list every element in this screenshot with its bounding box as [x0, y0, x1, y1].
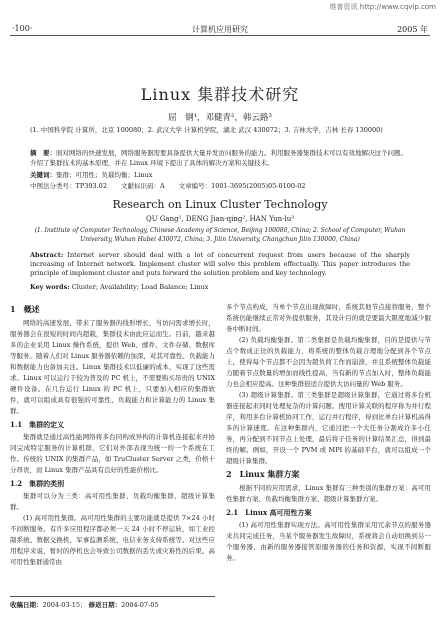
paragraph: 集群可以分为三类：高可用性集群、负载均衡集群、超级计算集群。	[10, 492, 215, 511]
english-keywords-text: Cluster; Availability; Load Balance; Linux	[71, 283, 209, 291]
article-number: 文章编号：1001-3695(2005)05-0100-02	[178, 182, 306, 190]
english-keywords-label: Key words:	[30, 283, 70, 291]
paragraph: 集群就是通过高性能网络将多台同构或异构的计算机连接起来并协同完成特定服务的计算机群，它们对外部表现为统一的一个系统在工作。传统的 UNIX 的集群产品，如 TruCluster Server 之类，价格十分昂贵，而 Linux 集群产品具有良好的性能价格比。	[10, 433, 215, 474]
english-keywords	[30, 283, 410, 291]
paragraph: 根据不同的应用需求，Linux 集群有三种类别的集群方案：高可用性集群方案、负载均衡集群方案、超级计算集群方案。	[226, 484, 431, 503]
english-abstract	[30, 251, 410, 278]
clc-number: 中图法分类号：TP393.02	[30, 182, 107, 190]
revised-date: 2004-07-05	[121, 601, 159, 609]
running-header	[10, 22, 430, 36]
watermark: 维普资讯 http://www.cqvip.com	[329, 3, 436, 11]
classification-row	[30, 181, 410, 190]
abstract-cn	[30, 148, 410, 168]
left-column	[10, 302, 215, 568]
journal-name: 计算机应用研究	[192, 25, 248, 34]
paragraph: (1) 高可用性集群。高可用性集群的主要功能就是提供 7×24 小时不间断服务。有许多应用程序都必须一天 24 小时不停运转，如工业控制系统、数据交换机、军事监测系统、电信业务支持系统等。对这些应用程序来说，暂时的停机也会导致公司数据的丢失或灾难性的后果。高可用性集群通常由	[10, 514, 215, 566]
paragraph: (1) 高可用性集群实现方法。高可用性集群采用冗余节点的服务器来共同完成任务，当某个服务器发生故障时，系统将会自动切换到另一个服务器，由新的服务器接管原服务器的任务和资源，实现不间断服务。	[226, 521, 431, 562]
document-code: 文献标识码：A	[120, 182, 165, 190]
right-column	[226, 302, 431, 564]
keywords-cn-text: 集群；可用性；负载均衡；Linux	[56, 171, 153, 179]
paragraph: (3) 超级计算集群。第三类集群是超级计算集群，它通过将多台机器连接起来同时处理复杂的计算问题。搜用计算关联的程序称为并行程序，利用多台计算机协同工作，运行并行程序，得到比单台计算机高得多的计算速度。在这种集群内，它通过把一个大任务分割成许多小任务，再分配到不同节点上处理，最后将子任务的计算结果汇总，得到最终的解。例如，开设一个 PVM 或 MPI 的基础平台，就可以组成一个超级计算集群。	[226, 391, 431, 465]
paragraph: (2) 负载均衡集群。第二类集群是负载均衡集群，目的是提供与节点个数成正比的负载能力，将系统的整体负载合理地分配到各个节点上，使得每个节点都不会因为超负荷工作而崩溃，并且系统整体负载能力随着节点数量的增加而线性提高，当有新的节点加入时，整体负载能力也会相应提高。这种集群很适合提供大访问量的 Web 服务。	[226, 336, 431, 388]
abstract-cn-label: 摘 要：	[30, 149, 56, 157]
keywords-cn-label: 关键词：	[30, 171, 56, 179]
revised-label: 修返日期：	[88, 601, 122, 609]
section-1-2-heading: 1.2 集群的类别	[10, 479, 65, 488]
section-1-1-heading: 1.1 集群的定义	[10, 420, 65, 429]
english-abstract-text: Internet server should deal with a lot of concurrent request from users because of the sharply increasing of Internet network. Implement cluster will solve this problem effectually. This paper introduces the principle of implement cluster and puts forward the solution problem and key technology.	[30, 251, 410, 277]
keywords-cn	[30, 170, 410, 179]
received-date-footnote: 收稿日期：2004-03-15； 修返日期：2004-07-05	[10, 596, 215, 609]
paragraph: 网络的高速发展，带来了服务器的线形增长，当访问需求增长时，服务器会在很短的时间内超载，集群技术由此应运而生。目前，越来越多的企业采用 Linux 操作系统，提供 Web、邮件、文件存储、数据库等服务。随着人们对 Linux 服务器依赖的加深，对其可靠性、负载能力和数据能力也备加关注。Linux 集群技术以低廉的成本，实现了这些需求。Linux 可以运行于较为普及的 PC 机上，不需要购买昂贵的 UNIX 硬件设备。在几台运行 Linux 的 PC 机上，只要加入相应的集群软件，就可以组成具有很强的可靠性、负载能力和计算能力的 Linux 集群。	[10, 319, 215, 415]
year: 2005 年	[397, 25, 428, 34]
page-number: ·100·	[12, 24, 33, 33]
received-date: 2004-03-15	[42, 601, 80, 609]
received-label: 收稿日期：	[10, 601, 43, 609]
paper-title: Linux 集群技术研究	[140, 85, 300, 104]
abstract-cn-text: 面对网络的快速发展，网络服务器需要具备提供大量并发访问服务的能力。利用服务器集群技术可以有效地解决这个问题。介绍了集群技术的基本原理，并在 Linux 环境下提出了具体的解决方案和关键技术。	[30, 149, 407, 167]
english-title: Research on Linux Cluster Technology	[112, 198, 328, 211]
section-2-1-heading: 2.1 Linux 高可用性方案	[226, 508, 312, 517]
section-2-heading: 2 Linux 集群方案	[226, 469, 300, 479]
section-1-heading: 1 概述	[10, 304, 40, 314]
english-authors: QU Gang¹, DENG Jian-qing², HAN Yun-lu³	[145, 215, 295, 223]
authors: 屈 钢¹，邓健青²，韩云路³	[168, 113, 272, 123]
english-affiliations: (1. Institute of Computer Technology, Chinese Academy of Science, Beijing 100080, China; 2. School of Computer, Wuhan University, Wuhan Hubei 430072, China; 3. Jilin University, Changchun Jilin 130000, China)	[34, 227, 406, 243]
affiliations: (1. 中国科学院 计算所，北京 100080；2. 武汉大学 计算机学院，湖北 武汉 430072；3. 吉林大学，吉林 长春 130000)	[30, 126, 383, 134]
english-abstract-label: Abstract:	[30, 251, 64, 259]
paragraph: 多个节点构成，当单个节点出现故障时，系统其他节点接替服务，整个系统仍能继续正常对外提供服务，其设计目的就是要最大限度地减少服务中断时间。	[226, 303, 431, 333]
